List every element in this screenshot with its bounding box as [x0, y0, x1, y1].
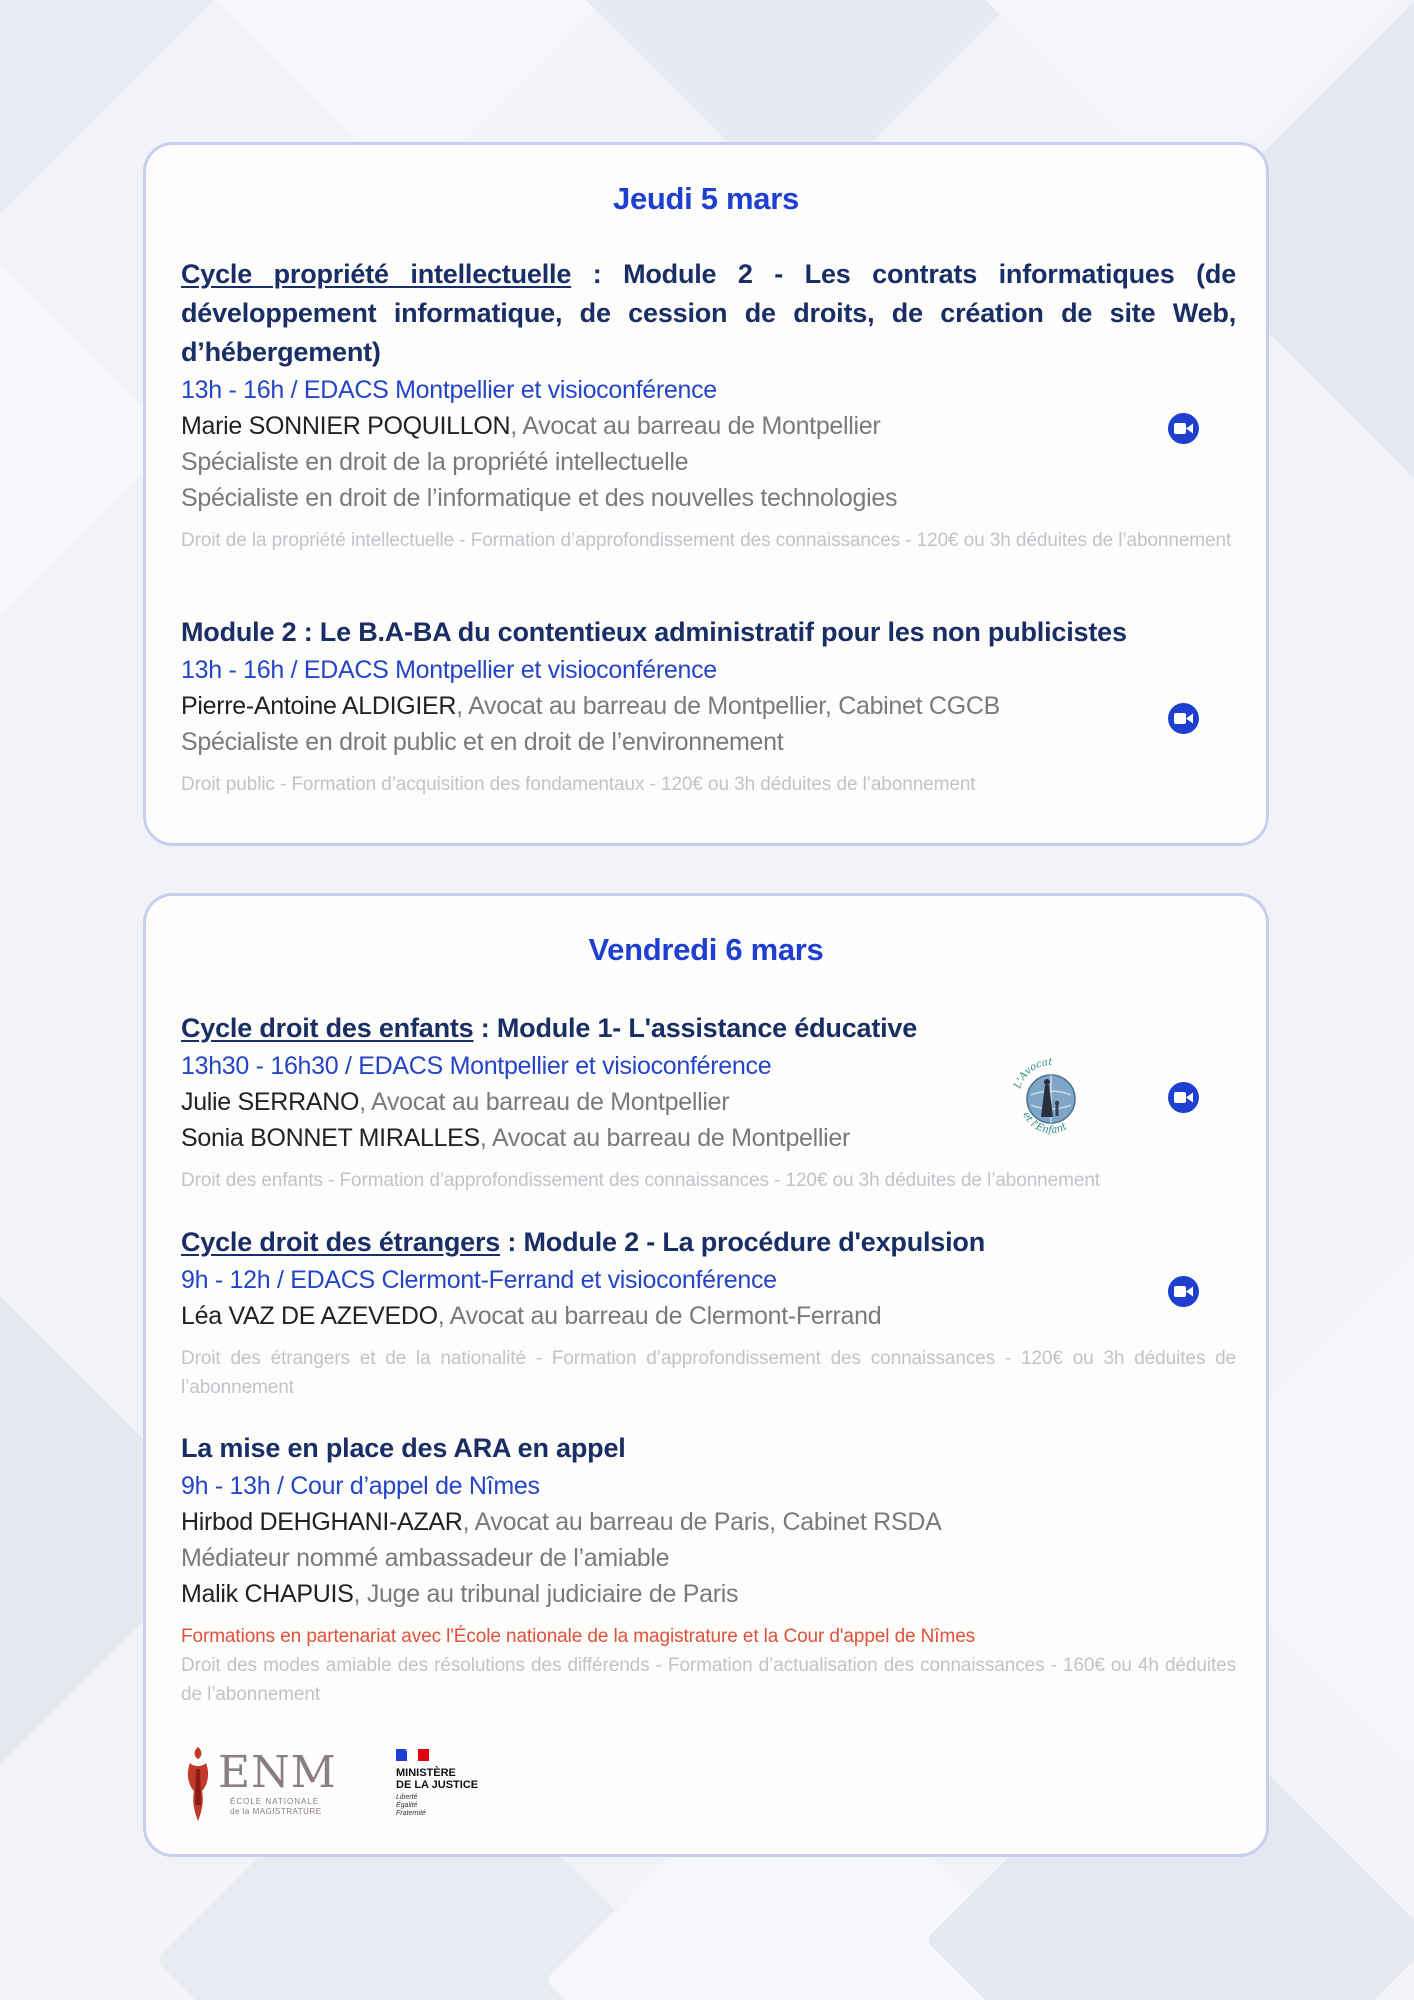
day-card-thursday	[143, 142, 1269, 846]
marianne-flag-icon	[396, 1747, 430, 1763]
session-note: Droit public - Formation d’acquisition des fondamentaux - 120€ ou 3h déduites de l’abonnement	[181, 774, 976, 795]
session-time: 13h - 16h / EDACS Montpellier et visioconférence	[181, 376, 717, 404]
speaker-line	[181, 1504, 1236, 1540]
ministry-line-1: MINISTÈRE	[396, 1767, 456, 1779]
session-title: Module 2 : Le B.A-BA du contentieux administratif pour les non publicistes	[181, 617, 1127, 647]
speaker-specialty: Spécialiste en droit public et en droit de l’environnement	[181, 728, 784, 756]
session-title	[181, 1009, 1236, 1048]
session-title-rest: : Module 2 - Les contrats informatiques (de développement informatique, de cession de droits, de création de site Web, d’hébergement)	[181, 259, 1237, 367]
session-time: 9h - 12h / EDACS Clermont-Ferrand et visioconférence	[181, 1266, 777, 1294]
session-note: Droit des modes amiable des résolutions des différends - Formation d’actualisation des connaissances - 160€ ou 4h déduites de l’abonnement	[181, 1655, 1236, 1705]
speaker-specialty: Médiateur nommé ambassadeur de l’amiable	[181, 1544, 670, 1572]
badge-text-bottom: et l'Enfant	[1020, 1110, 1069, 1137]
session-title: La mise en place des ARA en appel	[181, 1433, 626, 1463]
session-droit-etrangers	[181, 1223, 1236, 1402]
speaker-role: , Juge au tribunal judiciaire de Paris	[353, 1580, 739, 1608]
speaker-name: Pierre-Antoine ALDIGIER	[181, 692, 457, 720]
enm-subtitle-1: ÉCOLE NATIONALE	[230, 1797, 320, 1806]
session-time: 9h - 13h / Cour d’appel de Nîmes	[181, 1472, 540, 1500]
speaker-name: Marie SONNIER POQUILLON	[181, 412, 511, 440]
speaker-line	[181, 408, 1236, 444]
video-camera-icon	[1168, 1082, 1199, 1113]
partner-logos	[184, 1741, 584, 1827]
speaker-role: , Avocat au barreau de Montpellier	[359, 1088, 730, 1116]
ministry-logo	[396, 1747, 506, 1827]
day-card-friday	[143, 893, 1269, 1857]
ministry-line-2: DE LA JUSTICE	[396, 1779, 479, 1791]
enm-logo	[184, 1741, 344, 1827]
enm-text: ENM	[218, 1747, 337, 1798]
speaker-line	[181, 1298, 1236, 1334]
speaker-name: Hirbod DEHGHANI-AZAR	[181, 1508, 463, 1536]
session-cycle-link[interactable]: Cycle propriété intellectuelle	[181, 259, 572, 289]
session-time: 13h30 - 16h30 / EDACS Montpellier et visioconférence	[181, 1052, 772, 1080]
speaker-role: , Avocat au barreau de Montpellier	[510, 412, 881, 440]
motto-2: Égalité	[396, 1802, 418, 1809]
speaker-line	[181, 1576, 1236, 1612]
video-camera-icon	[1168, 413, 1199, 444]
speaker-role: , Avocat au barreau de Clermont-Ferrand	[437, 1302, 882, 1330]
video-camera-icon	[1168, 703, 1199, 734]
session-cycle-link[interactable]: Cycle droit des étrangers	[181, 1227, 501, 1257]
day-title: Vendredi 6 mars	[588, 932, 824, 967]
avocat-enfant-logo	[1009, 1051, 1093, 1143]
session-note: Droit de la propriété intellectuelle - Formation d’approfondissement des connaissances - 120€ ou 3h déduites de l’abonnement	[181, 530, 1232, 551]
speaker-role: , Avocat au barreau de Montpellier, Cabinet CGCB	[456, 692, 1000, 720]
partner-note: Formations en partenariat avec l'École nationale de la magistrature et la Cour d'appel de Nîmes	[181, 1626, 976, 1647]
session-title	[181, 1223, 1236, 1262]
motto-1: Liberté	[396, 1794, 418, 1801]
session-note: Droit des étrangers et de la nationalité - Formation d’approfondissement des connaissances - 120€ ou 3h déduites de l’abonnement	[181, 1348, 1236, 1398]
session-propriete-intellectuelle	[181, 255, 1236, 555]
session-cycle-link[interactable]: Cycle droit des enfants	[181, 1013, 474, 1043]
session-note: Droit des enfants - Formation d’approfondissement des connaissances - 120€ ou 3h déduites de l’abonnement	[181, 1170, 1100, 1191]
session-title-rest: : Module 1- L'assistance éducative	[473, 1013, 918, 1043]
enm-figure-icon	[184, 1745, 214, 1823]
session-title-rest: : Module 2 - La procédure d'expulsion	[500, 1227, 985, 1257]
video-camera-icon	[1168, 1276, 1199, 1307]
motto-3: Fraternité	[396, 1810, 426, 1817]
session-contentieux-administratif	[181, 613, 1236, 799]
session-title	[181, 255, 1236, 372]
speaker-name: Julie SERRANO	[181, 1088, 360, 1116]
badge-text-top: L'Avocat	[1012, 1056, 1053, 1091]
enm-subtitle-2: de la MAGISTRATURE	[230, 1807, 322, 1816]
speaker-name: Sonia BONNET MIRALLES	[181, 1124, 480, 1152]
day-title: Jeudi 5 mars	[613, 181, 799, 216]
speaker-name: Malik CHAPUIS	[181, 1580, 354, 1608]
speaker-role: , Avocat au barreau de Paris, Cabinet RSDA	[462, 1508, 942, 1536]
speaker-specialty: Spécialiste en droit de la propriété intellectuelle	[181, 448, 689, 476]
speaker-line	[181, 688, 1236, 724]
session-ara-appel	[181, 1429, 1236, 1709]
speaker-specialty: Spécialiste en droit de l’informatique et des nouvelles technologies	[181, 484, 898, 512]
speaker-name: Léa VAZ DE AZEVEDO	[181, 1302, 438, 1330]
session-time: 13h - 16h / EDACS Montpellier et visioconférence	[181, 656, 717, 684]
speaker-role: , Avocat au barreau de Montpellier	[479, 1124, 851, 1152]
